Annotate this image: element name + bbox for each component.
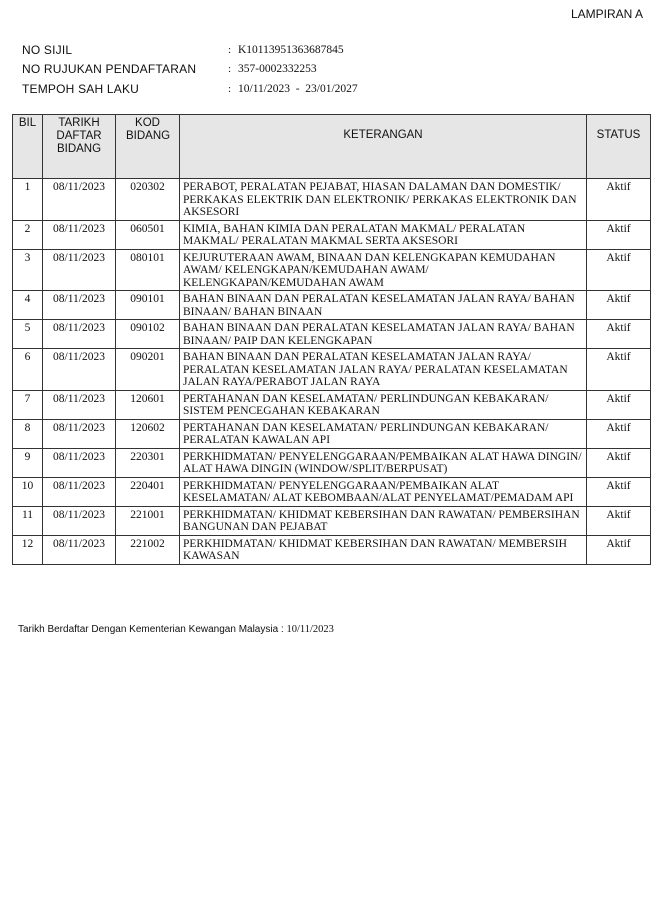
cell-status: Aktif	[587, 349, 651, 391]
cell-status: Aktif	[587, 249, 651, 291]
cell-tarikh: 08/11/2023	[43, 477, 116, 506]
cell-bil: 6	[13, 349, 43, 391]
cell-keterangan: PERABOT, PERALATAN PEJABAT, HIASAN DALAMAN DAN DOMESTIK/ PERKAKAS ELEKTRIK DAN ELEKTRONIK/ PERKAKAS ELEKTRONIK DAN AKSESORI	[180, 179, 587, 221]
table-row	[13, 349, 651, 391]
registration-footer	[18, 624, 334, 635]
cell-status: Aktif	[587, 535, 651, 564]
meta-value: 357-0002332253	[238, 63, 317, 76]
table-row	[13, 535, 651, 564]
cell-keterangan: PERKHIDMATAN/ KHIDMAT KEBERSIHAN DAN RAWATAN/ PEMBERSIHAN BANGUNAN DAN PEJABAT	[180, 506, 587, 535]
meta-label: TEMPOH SAH LAKU	[22, 81, 140, 96]
table-row	[13, 249, 651, 291]
cell-tarikh: 08/11/2023	[43, 390, 116, 419]
cell-status: Aktif	[587, 506, 651, 535]
cell-status: Aktif	[587, 220, 651, 249]
cell-keterangan: PERTAHANAN DAN KESELAMATAN/ PERLINDUNGAN KEBAKARAN/ SISTEM PENCEGAHAN KEBAKARAN	[180, 390, 587, 419]
cell-bil: 9	[13, 448, 43, 477]
cell-keterangan: BAHAN BINAAN DAN PERALATAN KESELAMATAN JALAN RAYA/ BAHAN BINAAN/ BAHAN BINAAN	[180, 291, 587, 320]
cell-status: Aktif	[587, 448, 651, 477]
cell-tarikh: 08/11/2023	[43, 291, 116, 320]
table-row	[13, 220, 651, 249]
cell-bil: 11	[13, 506, 43, 535]
cell-keterangan: PERKHIDMATAN/ PENYELENGGARAAN/PEMBAIKAN ALAT KESELAMATAN/ ALAT KEBOMBAAN/ALAT PENYELAMAT/PEMADAM API	[180, 477, 587, 506]
cell-kod: 090101	[116, 291, 180, 320]
cell-keterangan: PERTAHANAN DAN KESELAMATAN/ PERLINDUNGAN KEBAKARAN/ PERALATAN KAWALAN API	[180, 419, 587, 448]
meta-value: 10/11/2023 - 23/01/2027	[238, 82, 358, 95]
table-row	[13, 477, 651, 506]
cell-keterangan: BAHAN BINAAN DAN PERALATAN KESELAMATAN JALAN RAYA/ BAHAN BINAAN/ PAIP DAN KELENGKAPAN	[180, 320, 587, 349]
cell-keterangan: KEJURUTERAAN AWAM, BINAAN DAN KELENGKAPAN KEMUDAHAN AWAM/ KELENGKAPAN/KEMUDAHAN AWAM/ KELENGKAPAN/KEMUDAHAN AWAM	[180, 249, 587, 291]
cell-bil: 12	[13, 535, 43, 564]
cell-bil: 8	[13, 419, 43, 448]
col-header-kod: KOD BIDANG	[116, 115, 180, 179]
table-row	[13, 179, 651, 221]
certificate-meta	[22, 40, 358, 99]
cell-tarikh: 08/11/2023	[43, 535, 116, 564]
cell-kod: 090102	[116, 320, 180, 349]
bidang-table	[12, 114, 651, 565]
cell-tarikh: 08/11/2023	[43, 419, 116, 448]
cell-status: Aktif	[587, 419, 651, 448]
col-header-bil: BIL	[13, 115, 43, 179]
cell-bil: 1	[13, 179, 43, 221]
table-row	[13, 448, 651, 477]
cell-kod: 080101	[116, 249, 180, 291]
cell-keterangan: PERKHIDMATAN/ PENYELENGGARAAN/PEMBAIKAN ALAT HAWA DINGIN/ ALAT HAWA DINGIN (WINDOW/SPLIT/BERPUSAT)	[180, 448, 587, 477]
meta-value: K10113951363687845	[238, 43, 344, 56]
cell-keterangan: BAHAN BINAAN DAN PERALATAN KESELAMATAN JALAN RAYA/ PERALATAN KESELAMATAN JALAN RAYA/ PERALATAN KESELAMATAN JALAN RAYA/PERABOT JALAN RAYA	[180, 349, 587, 391]
meta-label: NO SIJIL	[22, 42, 73, 57]
meta-label: NO RUJUKAN PENDAFTARAN	[22, 62, 197, 77]
cell-kod: 221001	[116, 506, 180, 535]
cell-tarikh: 08/11/2023	[43, 349, 116, 391]
cell-bil: 10	[13, 477, 43, 506]
cell-bil: 2	[13, 220, 43, 249]
lampiran-label: LAMPIRAN A	[570, 7, 643, 21]
table-row	[13, 419, 651, 448]
cell-keterangan: PERKHIDMATAN/ KHIDMAT KEBERSIHAN DAN RAWATAN/ MEMBERSIH KAWASAN	[180, 535, 587, 564]
cell-status: Aktif	[587, 179, 651, 221]
cell-tarikh: 08/11/2023	[43, 249, 116, 291]
cell-tarikh: 08/11/2023	[43, 506, 116, 535]
meta-row-no-rujukan: NO RUJUKAN PENDAFTARAN : 357-0002332253	[22, 62, 317, 77]
table-row	[13, 291, 651, 320]
col-header-status: STATUS	[587, 115, 651, 179]
table-header-row	[13, 115, 651, 179]
cell-kod: 060501	[116, 220, 180, 249]
cell-kod: 120601	[116, 390, 180, 419]
meta-row-tempoh: TEMPOH SAH LAKU : 10/11/2023 - 23/01/2027	[22, 81, 358, 96]
cell-status: Aktif	[587, 477, 651, 506]
cell-kod: 221002	[116, 535, 180, 564]
cell-bil: 3	[13, 249, 43, 291]
cell-kod: 220301	[116, 448, 180, 477]
col-header-keterangan: KETERANGAN	[180, 115, 587, 179]
cell-tarikh: 08/11/2023	[43, 320, 116, 349]
cell-status: Aktif	[587, 291, 651, 320]
cell-bil: 4	[13, 291, 43, 320]
cell-bil: 7	[13, 390, 43, 419]
cell-keterangan: KIMIA, BAHAN KIMIA DAN PERALATAN MAKMAL/ PERALATAN MAKMAL/ PERALATAN MAKMAL SERTA AKSESORI	[180, 220, 587, 249]
cell-kod: 020302	[116, 179, 180, 221]
meta-row-no-sijil: NO SIJIL : K10113951363687845	[22, 42, 344, 57]
cell-tarikh: 08/11/2023	[43, 448, 116, 477]
table-row	[13, 506, 651, 535]
cell-kod: 220401	[116, 477, 180, 506]
col-header-tarikh: TARIKH DAFTAR BIDANG	[43, 115, 116, 179]
table-row	[13, 390, 651, 419]
table-row	[13, 320, 651, 349]
cell-tarikh: 08/11/2023	[43, 220, 116, 249]
footer-label: Tarikh Berdaftar Dengan Kementerian Kewangan Malaysia :	[18, 624, 284, 635]
footer-value: 10/11/2023	[286, 624, 334, 635]
cell-status: Aktif	[587, 320, 651, 349]
cell-status: Aktif	[587, 390, 651, 419]
cell-bil: 5	[13, 320, 43, 349]
cell-kod: 090201	[116, 349, 180, 391]
cell-kod: 120602	[116, 419, 180, 448]
cell-tarikh: 08/11/2023	[43, 179, 116, 221]
